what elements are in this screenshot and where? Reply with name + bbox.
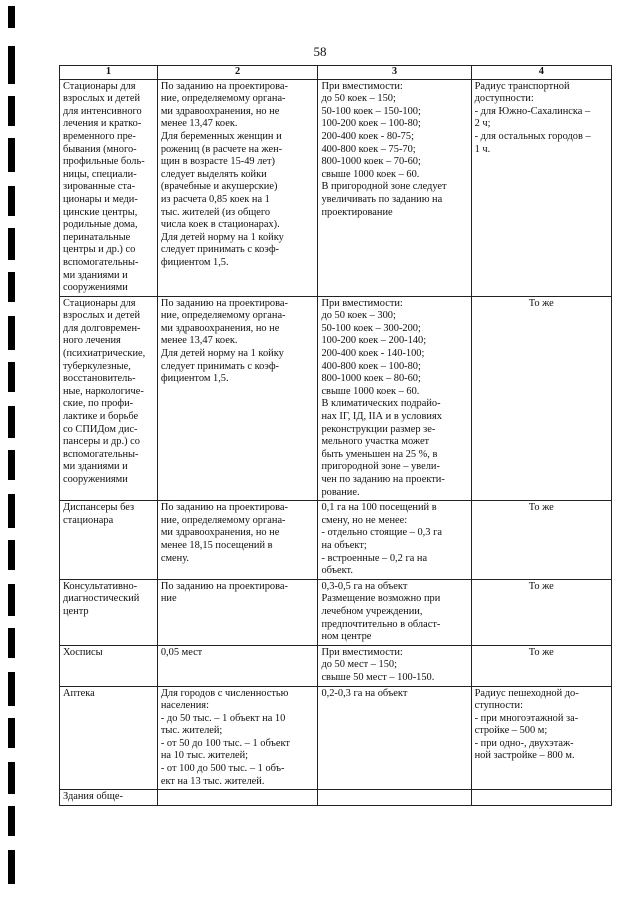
cell-line: Аптека bbox=[63, 687, 95, 699]
cell-line: ми зданиями и bbox=[63, 269, 128, 281]
cell-line: По заданию на проектирова- bbox=[160, 502, 288, 514]
cell-line: ект на 13 тыс. жителей. bbox=[160, 775, 265, 787]
cell-line: вспомогательны- bbox=[63, 256, 139, 268]
cell-line: диагностический bbox=[63, 593, 140, 605]
cell-line: ми здравоохранения, но не bbox=[160, 105, 280, 117]
cell-line: рование. bbox=[321, 486, 360, 498]
capacity-norm-cell bbox=[157, 686, 318, 790]
table-row bbox=[60, 296, 612, 501]
cell-line: В пригородной зоне следует bbox=[321, 181, 447, 193]
facility-type-cell bbox=[60, 501, 158, 580]
column-header-4: 4 bbox=[471, 66, 611, 80]
cell-line: щин в возрасте 15-49 лет) bbox=[160, 156, 276, 168]
cell-line: бывания (много- bbox=[63, 143, 137, 155]
cell-line: на 10 тыс. жителей; bbox=[160, 750, 249, 762]
cell-line: следует выделять койки bbox=[160, 168, 267, 180]
cell-line: ние bbox=[160, 593, 177, 605]
cell-line: вспомогательны- bbox=[63, 448, 139, 460]
cell-line: для долговремен- bbox=[63, 322, 141, 334]
cell-line: из расчета 0,85 коек на 1 bbox=[160, 193, 270, 205]
cell-line: ном центре bbox=[321, 631, 372, 643]
cell-line: мельного участка может bbox=[321, 436, 430, 448]
facility-type-cell bbox=[60, 296, 158, 501]
cell-line: тыс. жителей; bbox=[160, 725, 223, 737]
cell-line: ной застройке – 800 м. bbox=[474, 750, 575, 762]
table-row bbox=[60, 645, 612, 686]
cell-line: ми здравоохранения, но не bbox=[160, 527, 280, 539]
cell-line: В климатических подрайо- bbox=[321, 398, 441, 410]
cell-line: 0,05 мест bbox=[160, 646, 203, 658]
accessibility-cell bbox=[471, 501, 611, 580]
cell-line: смену, но не менее: bbox=[321, 514, 408, 526]
cell-line: центр bbox=[63, 605, 89, 617]
land-area-cell bbox=[318, 645, 471, 686]
cell-line: фициентом 1,5. bbox=[160, 373, 229, 385]
cell-line: То же bbox=[528, 646, 554, 658]
cell-line: - для остальных городов – bbox=[474, 130, 591, 142]
capacity-norm-cell bbox=[157, 296, 318, 501]
column-header-1: 1 bbox=[60, 66, 158, 80]
facility-type-cell bbox=[60, 79, 158, 296]
capacity-norm-cell bbox=[157, 79, 318, 296]
cell-line: сооружениями bbox=[63, 282, 128, 294]
cell-line: - при одно-, двухэтаж- bbox=[474, 737, 574, 749]
cell-line: ние, определяемому органа- bbox=[160, 310, 286, 322]
capacity-norm-cell bbox=[157, 579, 318, 645]
cell-line: Консультативно- bbox=[63, 580, 138, 592]
accessibility-cell bbox=[471, 296, 611, 501]
cell-line: 0,1 га на 100 посещений в bbox=[321, 502, 437, 514]
cell-line: пансеры и др.) со bbox=[63, 436, 140, 448]
cell-line: По заданию на проектирова- bbox=[160, 580, 288, 592]
cell-line: Стационары для bbox=[63, 80, 136, 92]
cell-line: По заданию на проектирова- bbox=[160, 80, 288, 92]
cell-line: - до 50 тыс. – 1 объект на 10 bbox=[160, 712, 286, 724]
cell-line: Радиус транспортной bbox=[474, 80, 570, 92]
page-number: 58 bbox=[313, 44, 327, 59]
cell-line: пригородной зоне – увели- bbox=[321, 461, 440, 473]
cell-line: 400-800 коек – 100-80; bbox=[321, 360, 421, 372]
cell-line: Размещение возможно при bbox=[321, 593, 441, 605]
cell-line: При вместимости: bbox=[321, 646, 403, 658]
cell-line: 200-400 коек - 80-75; bbox=[321, 130, 414, 142]
cell-line: стройке – 500 м; bbox=[474, 725, 548, 737]
facility-type-cell bbox=[60, 686, 158, 790]
cell-line: тыс. жителей (из общего bbox=[160, 206, 271, 218]
cell-line: По заданию на проектирова- bbox=[160, 297, 288, 309]
cell-line: лактике и борьбе bbox=[63, 411, 139, 423]
cell-line: 0,3-0,5 га на объект bbox=[321, 580, 408, 592]
cell-line: Для детей норму на 1 койку bbox=[160, 348, 284, 360]
cell-line: увеличивать по заданию на bbox=[321, 193, 443, 205]
land-area-cell bbox=[318, 79, 471, 296]
cell-line: При вместимости: bbox=[321, 297, 403, 309]
cell-line: Для городов с численностью bbox=[160, 687, 289, 699]
land-area-cell bbox=[318, 501, 471, 580]
cell-line: 100-200 коек – 100-80; bbox=[321, 118, 421, 130]
norms-table bbox=[59, 65, 612, 806]
table-row bbox=[60, 686, 612, 790]
column-header-2: 2 bbox=[157, 66, 318, 80]
cell-line: следует принимать с коэф- bbox=[160, 244, 280, 256]
cell-line: ми зданиями и bbox=[63, 461, 128, 473]
land-area-cell bbox=[318, 579, 471, 645]
cell-line: проектирование bbox=[321, 206, 393, 218]
cell-line: - при многоэтажной за- bbox=[474, 712, 579, 724]
cell-line: свыше 1000 коек – 60. bbox=[321, 385, 420, 397]
land-area-cell bbox=[318, 790, 471, 806]
capacity-norm-cell bbox=[157, 501, 318, 580]
land-area-cell bbox=[318, 296, 471, 501]
cell-line: на объект; bbox=[321, 539, 367, 551]
cell-line: 0,2-0,3 га на объект bbox=[321, 687, 408, 699]
cell-line: рожениц (в расчете на жен- bbox=[160, 143, 283, 155]
cell-line: ние, определяемому органа- bbox=[160, 514, 286, 526]
cell-line: сооружениями bbox=[63, 474, 128, 485]
accessibility-cell bbox=[471, 79, 611, 296]
cell-line: цинские центры, bbox=[63, 206, 138, 218]
cell-line: То же bbox=[528, 297, 554, 309]
cell-line: 100-200 коек – 200-140; bbox=[321, 335, 427, 347]
cell-line: При вместимости: bbox=[321, 80, 403, 92]
cell-line: профильные боль- bbox=[63, 156, 145, 168]
cell-line: - отдельно стоящие – 0,3 га bbox=[321, 527, 442, 539]
cell-line: Стационары для bbox=[63, 297, 136, 309]
cell-line: - от 100 до 500 тыс. – 1 объ- bbox=[160, 763, 285, 775]
cell-line: - встроенные – 0,2 га на bbox=[321, 552, 428, 564]
cell-line: - для Южно-Сахалинска – bbox=[474, 105, 591, 117]
land-area-cell bbox=[318, 686, 471, 790]
cell-line: 800-1000 коек – 80-60; bbox=[321, 373, 421, 385]
cell-line: свыше 50 мест – 100-150. bbox=[321, 671, 435, 683]
cell-line: Здания обще- bbox=[63, 791, 123, 803]
table-row bbox=[60, 501, 612, 580]
cell-line: центры и др.) со bbox=[63, 244, 136, 256]
cell-line: населения: bbox=[160, 700, 209, 712]
cell-line: перинатальные bbox=[63, 231, 131, 243]
cell-line: менее 13,47 коек. bbox=[160, 335, 238, 347]
cell-line: 200-400 коек - 140-100; bbox=[321, 348, 425, 360]
table-header-row bbox=[60, 66, 612, 80]
cell-line: То же bbox=[528, 502, 554, 514]
cell-line: ционары и меди- bbox=[63, 193, 138, 205]
cell-line: (врачебные и акушерские) bbox=[160, 181, 278, 193]
cell-line: смену. bbox=[160, 552, 189, 564]
cell-line: предпочтительно в област- bbox=[321, 618, 441, 630]
cell-line: до 50 мест – 150; bbox=[321, 659, 397, 671]
cell-line: взрослых и детей bbox=[63, 310, 141, 322]
cell-line: менее 18,15 посещений в bbox=[160, 539, 273, 551]
cell-line: доступности: bbox=[474, 93, 534, 105]
facility-type-cell bbox=[60, 645, 158, 686]
cell-line: ного лечения bbox=[63, 335, 121, 347]
table-row bbox=[60, 79, 612, 296]
cell-line: ские, по профи- bbox=[63, 398, 134, 410]
cell-line: временного пре- bbox=[63, 130, 136, 142]
cell-line: лечебном учреждении, bbox=[321, 605, 423, 617]
cell-line: Диспансеры без bbox=[63, 502, 135, 514]
cell-line: 1 ч. bbox=[474, 143, 491, 155]
cell-line: взрослых и детей bbox=[63, 93, 141, 105]
table-row bbox=[60, 579, 612, 645]
cell-line: до 50 коек – 150; bbox=[321, 93, 396, 105]
cell-line: следует принимать с коэф- bbox=[160, 360, 280, 372]
cell-line: быть уменьшен на 25 %, в bbox=[321, 448, 438, 460]
facility-type-cell bbox=[60, 790, 158, 806]
cell-line: 50-100 коек – 300-200; bbox=[321, 322, 421, 334]
capacity-norm-cell bbox=[157, 790, 318, 806]
accessibility-cell bbox=[471, 579, 611, 645]
cell-line: числа коек в стационарах). bbox=[160, 219, 280, 231]
cell-line: объект. bbox=[321, 565, 353, 577]
cell-line: 800-1000 коек – 70-60; bbox=[321, 156, 421, 168]
cell-line: чен по заданию на проекти- bbox=[321, 474, 445, 485]
cell-line: Радиус пешеходной до- bbox=[474, 687, 579, 699]
facility-type-cell bbox=[60, 579, 158, 645]
cell-line: Для детей норму на 1 койку bbox=[160, 231, 284, 243]
cell-line: Хосписы bbox=[63, 646, 103, 658]
binding-marks bbox=[8, 0, 16, 905]
cell-line: для интенсивного bbox=[63, 105, 142, 117]
cell-line: свыше 1000 коек – 60. bbox=[321, 168, 420, 180]
cell-line: зированные ста- bbox=[63, 181, 136, 193]
cell-line: лечения и кратко- bbox=[63, 118, 142, 130]
cell-line: ние, определяемому органа- bbox=[160, 93, 286, 105]
cell-line: стационара bbox=[63, 514, 114, 526]
table-row bbox=[60, 790, 612, 806]
cell-line: ми здравоохранения, но не bbox=[160, 322, 280, 334]
cell-line: То же bbox=[528, 580, 554, 592]
cell-line: Для беременных женщин и bbox=[160, 130, 282, 142]
cell-line: реконструкции размер зе- bbox=[321, 423, 436, 435]
cell-line: 400-800 коек – 75-70; bbox=[321, 143, 416, 155]
cell-line: ницы, специали- bbox=[63, 168, 137, 180]
accessibility-cell bbox=[471, 645, 611, 686]
cell-line: - от 50 до 100 тыс. – 1 объект bbox=[160, 737, 290, 749]
cell-line: восстановитель- bbox=[63, 373, 136, 385]
cell-line: ступности: bbox=[474, 700, 523, 712]
accessibility-cell bbox=[471, 790, 611, 806]
cell-line: 2 ч; bbox=[474, 118, 491, 130]
cell-line: со СПИДом дис- bbox=[63, 423, 138, 435]
cell-line: до 50 коек – 300; bbox=[321, 310, 396, 322]
cell-line: нах IГ, IД, IIА и в условиях bbox=[321, 411, 442, 423]
capacity-norm-cell bbox=[157, 645, 318, 686]
cell-line: ные, наркологиче- bbox=[63, 385, 144, 397]
cell-line: фициентом 1,5. bbox=[160, 256, 229, 268]
cell-line: туберкулезные, bbox=[63, 360, 131, 372]
cell-line: родильные дома, bbox=[63, 219, 138, 231]
column-header-3: 3 bbox=[318, 66, 471, 80]
accessibility-cell bbox=[471, 686, 611, 790]
cell-line: менее 13,47 коек. bbox=[160, 118, 238, 130]
cell-line: 50-100 коек – 150-100; bbox=[321, 105, 421, 117]
cell-line: (психиатрические, bbox=[63, 348, 146, 360]
